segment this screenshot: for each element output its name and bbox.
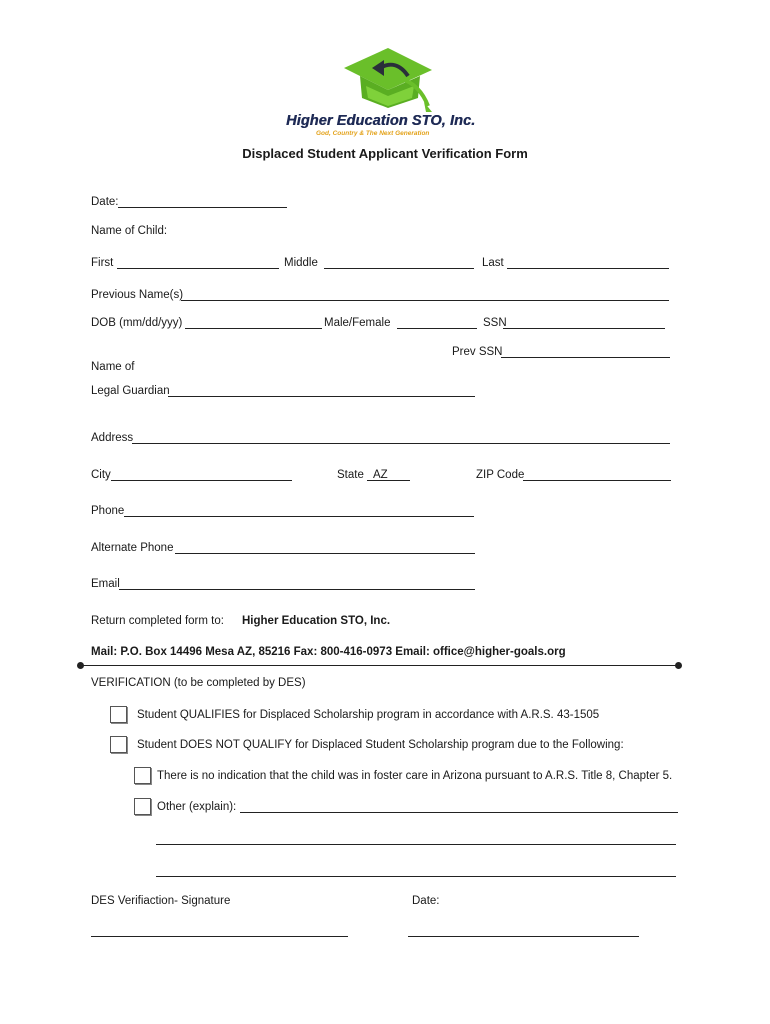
- other-explain-field-line1[interactable]: [240, 812, 678, 813]
- return-label: Return completed form to:: [91, 615, 224, 627]
- other-explain-field-line3[interactable]: [156, 876, 676, 877]
- first-name-label: First: [91, 257, 114, 269]
- organization-tagline: God, Country & The Next Generation: [316, 130, 430, 137]
- middle-name-label: Middle: [284, 257, 318, 269]
- qualifies-checkbox[interactable]: [110, 706, 127, 723]
- divider-end-dot-left: [77, 662, 84, 669]
- signature-label: DES Verifiaction- Signature: [91, 895, 231, 907]
- not-qualify-label: Student DOES NOT QUALIFY for Displaced Student Scholarship program due to the Following:: [137, 739, 624, 751]
- email-label: Email: [91, 578, 120, 590]
- return-organization: Higher Education STO, Inc.: [242, 615, 391, 627]
- sex-field[interactable]: [397, 328, 477, 329]
- qualifies-label: Student QUALIFIES for Displaced Scholarship program in accordance with A.R.S. 43-1505: [137, 709, 600, 721]
- alt-phone-label: Alternate Phone: [91, 542, 174, 554]
- state-value: AZ: [373, 469, 388, 481]
- not-qualify-checkbox[interactable]: [110, 736, 127, 753]
- middle-name-field[interactable]: [324, 268, 474, 269]
- graduation-cap-logo-icon: [340, 46, 440, 116]
- signature-field[interactable]: [91, 936, 348, 937]
- ssn-label: SSN: [483, 317, 507, 329]
- dob-field[interactable]: [185, 328, 322, 329]
- organization-name: Higher Education STO, Inc.: [286, 113, 476, 129]
- phone-field[interactable]: [124, 516, 474, 517]
- ssn-field[interactable]: [503, 328, 665, 329]
- other-label: Other (explain):: [157, 801, 237, 813]
- alt-phone-field[interactable]: [175, 553, 475, 554]
- prev-ssn-label: Prev SSN: [452, 346, 503, 358]
- previous-names-field[interactable]: [181, 300, 669, 301]
- name-of-child-label: Name of Child:: [91, 225, 168, 237]
- dob-label: DOB (mm/dd/yyy): [91, 317, 183, 329]
- no-foster-care-checkbox[interactable]: [134, 767, 151, 784]
- signature-date-field[interactable]: [408, 936, 639, 937]
- other-explain-field-line2[interactable]: [156, 844, 676, 845]
- guardian-label-line2: Legal Guardian: [91, 385, 170, 397]
- other-checkbox[interactable]: [134, 798, 151, 815]
- divider-end-dot-right: [675, 662, 682, 669]
- city-label: City: [91, 469, 111, 481]
- date-label: Date:: [91, 196, 119, 208]
- guardian-field[interactable]: [168, 396, 475, 397]
- no-foster-care-label: There is no indication that the child was in foster care in Arizona pursuant to A.R.S. Title 8, Chapter 5.: [157, 770, 673, 782]
- sex-label: Male/Female: [324, 317, 391, 329]
- signature-date-label: Date:: [412, 895, 440, 907]
- last-name-field[interactable]: [507, 268, 669, 269]
- form-title: Displaced Student Applicant Verification Form: [242, 146, 528, 161]
- city-field[interactable]: [111, 480, 292, 481]
- mail-fax-email-line: Mail: P.O. Box 14496 Mesa AZ, 85216 Fax: 800-416-0973 Email: office@higher-goals.org: [91, 646, 566, 658]
- state-label: State: [337, 469, 364, 481]
- verification-heading: VERIFICATION (to be completed by DES): [91, 677, 306, 689]
- date-field[interactable]: [118, 207, 287, 208]
- section-divider: [80, 665, 679, 666]
- guardian-label-line1: Name of: [91, 361, 135, 373]
- zip-field[interactable]: [523, 480, 671, 481]
- zip-label: ZIP Code: [476, 469, 525, 481]
- first-name-field[interactable]: [117, 268, 279, 269]
- email-field[interactable]: [119, 589, 475, 590]
- last-name-label: Last: [482, 257, 504, 269]
- address-label: Address: [91, 432, 134, 444]
- phone-label: Phone: [91, 505, 125, 517]
- prev-ssn-field[interactable]: [501, 357, 670, 358]
- address-field[interactable]: [132, 443, 670, 444]
- previous-names-label: Previous Name(s): [91, 289, 184, 301]
